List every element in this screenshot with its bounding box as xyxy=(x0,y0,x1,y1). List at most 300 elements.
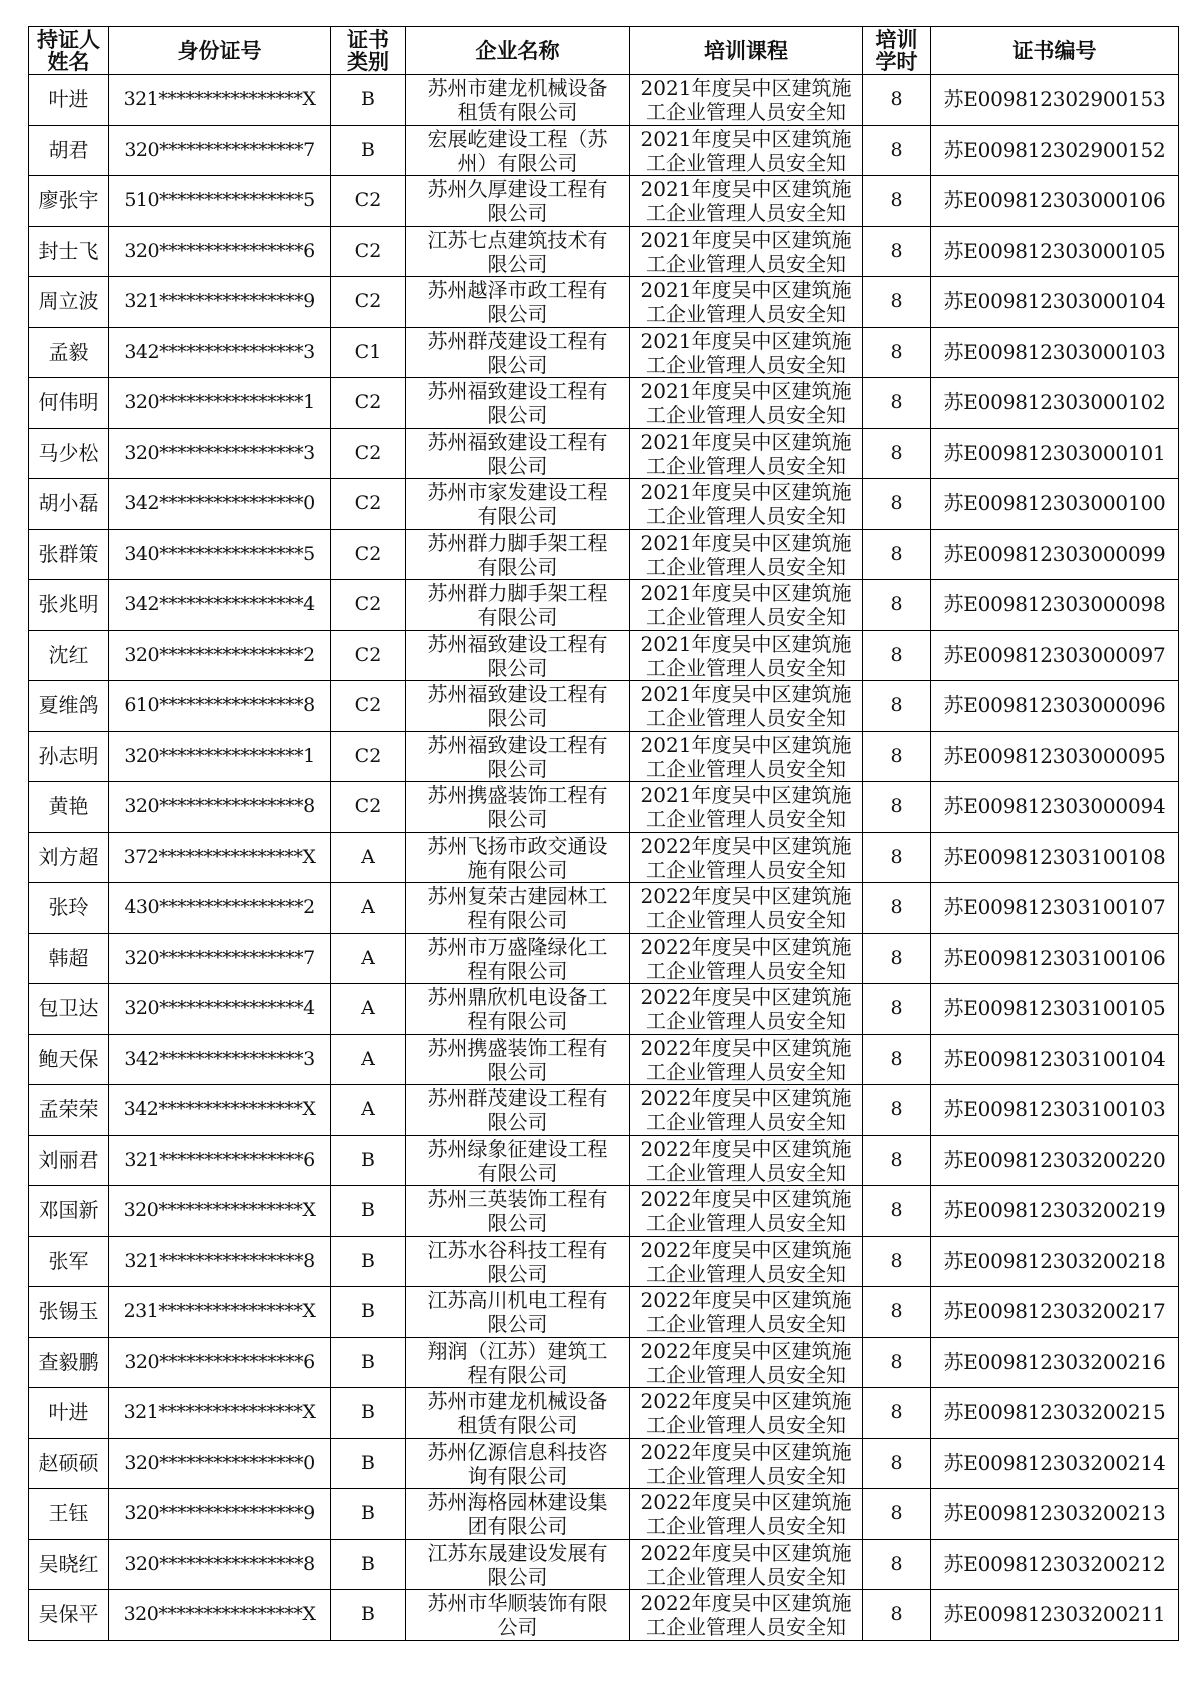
cell-name: 邓国新 xyxy=(29,1186,109,1237)
cell-cert-no: 苏E009812303000096 xyxy=(931,681,1179,732)
table-row xyxy=(29,1034,1179,1085)
course-line: 工企业管理人员安全知 xyxy=(646,706,846,731)
company-line: 限公司 xyxy=(487,302,548,327)
company-line: 程有限公司 xyxy=(467,1009,568,1034)
course-line: 工企业管理人员安全知 xyxy=(646,807,846,832)
cell-cert-no: 苏E009812303200214 xyxy=(931,1438,1179,1489)
cell-id: 231****************X xyxy=(109,1287,331,1338)
course-line: 工企业管理人员安全知 xyxy=(646,1413,846,1438)
company-line: 苏州市建龙机械设备 xyxy=(427,76,608,101)
cell-id: 320****************1 xyxy=(109,378,331,429)
cell-cert-type: C2 xyxy=(331,731,406,782)
company-line: 江苏七点建筑技术有 xyxy=(427,227,608,252)
cell-name: 鲍天保 xyxy=(29,1034,109,1085)
company-line: 租赁有限公司 xyxy=(457,100,578,125)
cell-id: 320****************3 xyxy=(109,428,331,479)
cell-cert-type: C1 xyxy=(331,327,406,378)
company-line: 程有限公司 xyxy=(467,958,568,983)
cell-cert-no: 苏E009812303000099 xyxy=(931,529,1179,580)
course-line: 工企业管理人员安全知 xyxy=(646,1059,846,1084)
cell-name: 封士飞 xyxy=(29,226,109,277)
course-line: 工企业管理人员安全知 xyxy=(646,1514,846,1539)
company-line: 宏展屹建设工程（苏 xyxy=(427,126,608,151)
company-line: 程有限公司 xyxy=(467,1362,568,1387)
course-line: 工企业管理人员安全知 xyxy=(646,1009,846,1034)
cell-course xyxy=(630,782,863,833)
course-line: 工企业管理人员安全知 xyxy=(646,1312,846,1337)
cell-company xyxy=(406,327,630,378)
table-row xyxy=(29,731,1179,782)
cell-id: 320****************0 xyxy=(109,1438,331,1489)
cell-course xyxy=(630,1438,863,1489)
company-line: 苏州市华顺装饰有限 xyxy=(427,1591,608,1616)
course-line: 工企业管理人员安全知 xyxy=(646,756,846,781)
cell-cert-no: 苏E009812303200216 xyxy=(931,1337,1179,1388)
cell-id: 320****************4 xyxy=(109,984,331,1035)
company-line: 苏州越泽市政工程有 xyxy=(427,278,608,303)
course-line: 2021年度吴中区建筑施 xyxy=(640,480,852,505)
cell-cert-no: 苏E009812303000101 xyxy=(931,428,1179,479)
cell-cert-no: 苏E009812303000103 xyxy=(931,327,1179,378)
table-row xyxy=(29,933,1179,984)
company-line: 限公司 xyxy=(487,1211,548,1236)
cell-cert-type: A xyxy=(331,933,406,984)
cell-cert-type: C2 xyxy=(331,479,406,530)
cell-cert-no: 苏E009812303000094 xyxy=(931,782,1179,833)
company-line: 限公司 xyxy=(487,1312,548,1337)
course-line: 工企业管理人员安全知 xyxy=(646,352,846,377)
cell-course xyxy=(630,125,863,176)
company-line: 苏州群力脚手架工程 xyxy=(427,581,608,606)
course-line: 2022年度吴中区建筑施 xyxy=(640,1591,852,1616)
cell-company xyxy=(406,832,630,883)
cell-name: 黄艳 xyxy=(29,782,109,833)
table-row xyxy=(29,832,1179,883)
cell-course xyxy=(630,1034,863,1085)
course-line: 2021年度吴中区建筑施 xyxy=(640,227,852,252)
cell-hours: 8 xyxy=(863,580,931,631)
cell-company xyxy=(406,580,630,631)
company-line: 限公司 xyxy=(487,453,548,478)
course-line: 2022年度吴中区建筑施 xyxy=(640,1490,852,1515)
cell-id: 320****************9 xyxy=(109,1489,331,1540)
header-cert-no: 证书编号 xyxy=(931,27,1179,75)
cell-id: 320****************1 xyxy=(109,731,331,782)
table-row xyxy=(29,630,1179,681)
cell-course xyxy=(630,1489,863,1540)
table-row xyxy=(29,1186,1179,1237)
company-line: 江苏高川机电工程有 xyxy=(427,1288,608,1313)
course-line: 2022年度吴中区建筑施 xyxy=(640,985,852,1010)
cell-id: 342****************X xyxy=(109,1085,331,1136)
cell-company xyxy=(406,731,630,782)
table-row xyxy=(29,1085,1179,1136)
cell-name: 张群策 xyxy=(29,529,109,580)
cell-company xyxy=(406,1085,630,1136)
cell-company xyxy=(406,1590,630,1641)
cell-cert-type: A xyxy=(331,1085,406,1136)
cell-company xyxy=(406,226,630,277)
cell-course xyxy=(630,1388,863,1439)
cell-cert-type: B xyxy=(331,1590,406,1641)
cell-cert-no: 苏E009812303000098 xyxy=(931,580,1179,631)
company-line: 公司 xyxy=(497,1615,538,1640)
table-header-row xyxy=(29,27,1179,75)
cell-cert-type: C2 xyxy=(331,277,406,328)
cell-cert-type: B xyxy=(331,125,406,176)
cell-name: 孙志明 xyxy=(29,731,109,782)
course-line: 2021年度吴中区建筑施 xyxy=(640,581,852,606)
header-id: 身份证号 xyxy=(109,27,331,75)
cell-cert-type: B xyxy=(331,1236,406,1287)
company-line: 苏州福致建设工程有 xyxy=(427,682,608,707)
table-row xyxy=(29,1135,1179,1186)
cell-cert-type: B xyxy=(331,1489,406,1540)
course-line: 2021年度吴中区建筑施 xyxy=(640,530,852,555)
cell-course xyxy=(630,1085,863,1136)
cell-hours: 8 xyxy=(863,1337,931,1388)
cell-name: 查毅鹏 xyxy=(29,1337,109,1388)
company-line: 苏州福致建设工程有 xyxy=(427,429,608,454)
cell-id: 342****************3 xyxy=(109,327,331,378)
company-line: 限公司 xyxy=(487,352,548,377)
cell-cert-no: 苏E009812302900153 xyxy=(931,75,1179,126)
cell-hours: 8 xyxy=(863,1085,931,1136)
course-line: 2021年度吴中区建筑施 xyxy=(640,783,852,808)
cell-company xyxy=(406,1135,630,1186)
course-line: 2022年度吴中区建筑施 xyxy=(640,1187,852,1212)
cell-id: 430****************2 xyxy=(109,883,331,934)
cell-cert-type: C2 xyxy=(331,681,406,732)
header-company: 企业名称 xyxy=(406,27,630,75)
cell-cert-no: 苏E009812303100105 xyxy=(931,984,1179,1035)
course-line: 2022年度吴中区建筑施 xyxy=(640,934,852,959)
cell-cert-type: C2 xyxy=(331,630,406,681)
cell-cert-no: 苏E009812303200211 xyxy=(931,1590,1179,1641)
cell-company xyxy=(406,984,630,1035)
cell-hours: 8 xyxy=(863,125,931,176)
cell-cert-type: C2 xyxy=(331,580,406,631)
header-course: 培训课程 xyxy=(630,27,863,75)
course-line: 2022年度吴中区建筑施 xyxy=(640,1389,852,1414)
cell-name: 吴保平 xyxy=(29,1590,109,1641)
company-line: 翔润（江苏）建筑工 xyxy=(427,1338,608,1363)
cell-name: 叶进 xyxy=(29,75,109,126)
cell-company xyxy=(406,479,630,530)
cell-name: 张军 xyxy=(29,1236,109,1287)
cell-id: 320****************X xyxy=(109,1186,331,1237)
company-line: 询有限公司 xyxy=(467,1463,568,1488)
cell-hours: 8 xyxy=(863,630,931,681)
cell-cert-no: 苏E009812303200212 xyxy=(931,1539,1179,1590)
cell-name: 包卫达 xyxy=(29,984,109,1035)
cell-company xyxy=(406,782,630,833)
company-line: 苏州群力脚手架工程 xyxy=(427,530,608,555)
cell-hours: 8 xyxy=(863,327,931,378)
course-line: 2022年度吴中区建筑施 xyxy=(640,1540,852,1565)
cell-cert-no: 苏E009812303200215 xyxy=(931,1388,1179,1439)
cell-course xyxy=(630,1186,863,1237)
course-line: 2021年度吴中区建筑施 xyxy=(640,76,852,101)
course-line: 工企业管理人员安全知 xyxy=(646,605,846,630)
cell-name: 刘丽君 xyxy=(29,1135,109,1186)
cell-id: 610****************8 xyxy=(109,681,331,732)
cell-hours: 8 xyxy=(863,933,931,984)
cell-name: 周立波 xyxy=(29,277,109,328)
cell-hours: 8 xyxy=(863,1287,931,1338)
cell-hours: 8 xyxy=(863,479,931,530)
cell-hours: 8 xyxy=(863,1236,931,1287)
cell-name: 刘方超 xyxy=(29,832,109,883)
cell-company xyxy=(406,176,630,227)
company-line: 限公司 xyxy=(487,201,548,226)
table-row xyxy=(29,1438,1179,1489)
course-line: 2022年度吴中区建筑施 xyxy=(640,1439,852,1464)
company-line: 有限公司 xyxy=(477,1160,558,1185)
cell-company xyxy=(406,1438,630,1489)
company-line: 苏州鼎欣机电设备工 xyxy=(427,985,608,1010)
cell-hours: 8 xyxy=(863,226,931,277)
course-line: 2022年度吴中区建筑施 xyxy=(640,1288,852,1313)
table-row xyxy=(29,277,1179,328)
course-line: 2022年度吴中区建筑施 xyxy=(640,884,852,909)
table-row xyxy=(29,378,1179,429)
cell-hours: 8 xyxy=(863,984,931,1035)
cell-cert-type: C2 xyxy=(331,378,406,429)
cell-hours: 8 xyxy=(863,1388,931,1439)
cell-name: 王钰 xyxy=(29,1489,109,1540)
table-row xyxy=(29,1590,1179,1641)
course-line: 2021年度吴中区建筑施 xyxy=(640,126,852,151)
company-line: 苏州群茂建设工程有 xyxy=(427,1086,608,1111)
cell-name: 夏维鸽 xyxy=(29,681,109,732)
cell-cert-no: 苏E009812303200220 xyxy=(931,1135,1179,1186)
cell-hours: 8 xyxy=(863,1438,931,1489)
cell-id: 321****************6 xyxy=(109,1135,331,1186)
cell-name: 马少松 xyxy=(29,428,109,479)
cell-id: 342****************4 xyxy=(109,580,331,631)
course-line: 工企业管理人员安全知 xyxy=(646,1160,846,1185)
cell-name: 张锡玉 xyxy=(29,1287,109,1338)
cell-name: 孟毅 xyxy=(29,327,109,378)
cell-cert-type: C2 xyxy=(331,782,406,833)
cell-id: 321****************8 xyxy=(109,1236,331,1287)
course-line: 工企业管理人员安全知 xyxy=(646,453,846,478)
course-line: 工企业管理人员安全知 xyxy=(646,554,846,579)
course-line: 2021年度吴中区建筑施 xyxy=(640,278,852,303)
cell-cert-type: C2 xyxy=(331,176,406,227)
course-line: 工企业管理人员安全知 xyxy=(646,1362,846,1387)
table-row xyxy=(29,479,1179,530)
company-line: 限公司 xyxy=(487,756,548,781)
cell-name: 沈红 xyxy=(29,630,109,681)
cell-cert-no: 苏E009812303000105 xyxy=(931,226,1179,277)
cell-hours: 8 xyxy=(863,782,931,833)
course-line: 2021年度吴中区建筑施 xyxy=(640,429,852,454)
header-hours: 培训 学时 xyxy=(863,27,931,75)
cell-cert-type: C2 xyxy=(331,529,406,580)
course-line: 2022年度吴中区建筑施 xyxy=(640,1086,852,1111)
course-line: 2022年度吴中区建筑施 xyxy=(640,1035,852,1060)
course-line: 工企业管理人员安全知 xyxy=(646,100,846,125)
cell-hours: 8 xyxy=(863,378,931,429)
course-line: 工企业管理人员安全知 xyxy=(646,1615,846,1640)
table-row xyxy=(29,782,1179,833)
cell-cert-type: A xyxy=(331,1034,406,1085)
cell-name: 叶进 xyxy=(29,1388,109,1439)
cell-hours: 8 xyxy=(863,1034,931,1085)
company-line: 苏州久厚建设工程有 xyxy=(427,177,608,202)
cell-company xyxy=(406,681,630,732)
cell-name: 赵硕硕 xyxy=(29,1438,109,1489)
cell-company xyxy=(406,125,630,176)
cell-hours: 8 xyxy=(863,731,931,782)
table-row xyxy=(29,580,1179,631)
table-row xyxy=(29,1489,1179,1540)
cell-course xyxy=(630,1287,863,1338)
cell-name: 张兆明 xyxy=(29,580,109,631)
cell-course xyxy=(630,883,863,934)
course-line: 2022年度吴中区建筑施 xyxy=(640,1237,852,1262)
cell-cert-type: B xyxy=(331,1388,406,1439)
cell-id: 320****************X xyxy=(109,1590,331,1641)
cell-cert-no: 苏E009812303100104 xyxy=(931,1034,1179,1085)
cell-company xyxy=(406,75,630,126)
company-line: 限公司 xyxy=(487,807,548,832)
course-line: 工企业管理人员安全知 xyxy=(646,150,846,175)
cell-course xyxy=(630,681,863,732)
cell-cert-no: 苏E009812303100107 xyxy=(931,883,1179,934)
cell-company xyxy=(406,1034,630,1085)
cell-cert-no: 苏E009812303000102 xyxy=(931,378,1179,429)
company-line: 限公司 xyxy=(487,251,548,276)
cell-hours: 8 xyxy=(863,176,931,227)
cell-company xyxy=(406,1489,630,1540)
company-line: 江苏东晟建设发展有 xyxy=(427,1540,608,1565)
cell-course xyxy=(630,832,863,883)
company-line: 苏州福致建设工程有 xyxy=(427,732,608,757)
course-line: 工企业管理人员安全知 xyxy=(646,504,846,529)
cell-cert-no: 苏E009812303100106 xyxy=(931,933,1179,984)
cell-id: 320****************7 xyxy=(109,125,331,176)
cell-name: 张玲 xyxy=(29,883,109,934)
course-line: 工企业管理人员安全知 xyxy=(646,201,846,226)
table-row xyxy=(29,226,1179,277)
cell-cert-no: 苏E009812303200213 xyxy=(931,1489,1179,1540)
cell-id: 342****************0 xyxy=(109,479,331,530)
course-line: 工企业管理人员安全知 xyxy=(646,857,846,882)
cell-id: 320****************8 xyxy=(109,1539,331,1590)
course-line: 工企业管理人员安全知 xyxy=(646,908,846,933)
cell-course xyxy=(630,479,863,530)
cell-cert-no: 苏E009812303000097 xyxy=(931,630,1179,681)
cell-name: 孟荣荣 xyxy=(29,1085,109,1136)
cell-id: 510****************5 xyxy=(109,176,331,227)
cell-hours: 8 xyxy=(863,277,931,328)
cell-company xyxy=(406,933,630,984)
company-line: 苏州海格园林建设集 xyxy=(427,1490,608,1515)
cell-id: 320****************2 xyxy=(109,630,331,681)
cell-company xyxy=(406,1539,630,1590)
cell-course xyxy=(630,529,863,580)
course-line: 工企业管理人员安全知 xyxy=(646,1211,846,1236)
course-line: 2022年度吴中区建筑施 xyxy=(640,1338,852,1363)
cell-course xyxy=(630,327,863,378)
table-row xyxy=(29,681,1179,732)
table-row xyxy=(29,984,1179,1035)
cell-cert-type: B xyxy=(331,1438,406,1489)
cell-id: 320****************8 xyxy=(109,782,331,833)
company-line: 苏州携盛装饰工程有 xyxy=(427,783,608,808)
cell-cert-no: 苏E009812303000104 xyxy=(931,277,1179,328)
course-line: 工企业管理人员安全知 xyxy=(646,403,846,428)
company-line: 有限公司 xyxy=(477,554,558,579)
cell-course xyxy=(630,277,863,328)
cell-id: 320****************6 xyxy=(109,226,331,277)
course-line: 2022年度吴中区建筑施 xyxy=(640,1136,852,1161)
company-line: 苏州市万盛隆绿化工 xyxy=(427,934,608,959)
cell-company xyxy=(406,529,630,580)
company-line: 租赁有限公司 xyxy=(457,1413,578,1438)
course-line: 工企业管理人员安全知 xyxy=(646,1564,846,1589)
table-row xyxy=(29,75,1179,126)
cell-cert-type: B xyxy=(331,75,406,126)
company-line: 限公司 xyxy=(487,1261,548,1286)
cell-cert-type: B xyxy=(331,1135,406,1186)
company-line: 州）有限公司 xyxy=(457,150,578,175)
cell-course xyxy=(630,1539,863,1590)
cell-company xyxy=(406,428,630,479)
cell-cert-type: A xyxy=(331,883,406,934)
cell-cert-type: A xyxy=(331,984,406,1035)
cell-hours: 8 xyxy=(863,681,931,732)
table-row xyxy=(29,1236,1179,1287)
course-line: 工企业管理人员安全知 xyxy=(646,251,846,276)
company-line: 苏州绿象征建设工程 xyxy=(427,1136,608,1161)
table-row xyxy=(29,428,1179,479)
cell-name: 廖张宇 xyxy=(29,176,109,227)
cell-id: 340****************5 xyxy=(109,529,331,580)
table-row xyxy=(29,1287,1179,1338)
course-line: 工企业管理人员安全知 xyxy=(646,302,846,327)
company-line: 限公司 xyxy=(487,655,548,680)
company-line: 限公司 xyxy=(487,1059,548,1084)
cell-company xyxy=(406,1287,630,1338)
cell-hours: 8 xyxy=(863,1489,931,1540)
course-line: 工企业管理人员安全知 xyxy=(646,655,846,680)
cell-cert-type: B xyxy=(331,1337,406,1388)
cell-course xyxy=(630,984,863,1035)
cell-course xyxy=(630,1236,863,1287)
course-line: 2021年度吴中区建筑施 xyxy=(640,379,852,404)
company-line: 程有限公司 xyxy=(467,908,568,933)
company-line: 苏州福致建设工程有 xyxy=(427,379,608,404)
cell-company xyxy=(406,883,630,934)
cell-course xyxy=(630,731,863,782)
cell-name: 胡小磊 xyxy=(29,479,109,530)
cell-id: 372****************X xyxy=(109,832,331,883)
cell-cert-type: C2 xyxy=(331,226,406,277)
cell-cert-no: 苏E009812303200218 xyxy=(931,1236,1179,1287)
course-line: 2021年度吴中区建筑施 xyxy=(640,682,852,707)
cell-hours: 8 xyxy=(863,428,931,479)
cell-course xyxy=(630,1337,863,1388)
course-line: 2022年度吴中区建筑施 xyxy=(640,833,852,858)
cell-id: 342****************3 xyxy=(109,1034,331,1085)
course-line: 2021年度吴中区建筑施 xyxy=(640,732,852,757)
cell-company xyxy=(406,630,630,681)
company-line: 苏州群茂建设工程有 xyxy=(427,328,608,353)
